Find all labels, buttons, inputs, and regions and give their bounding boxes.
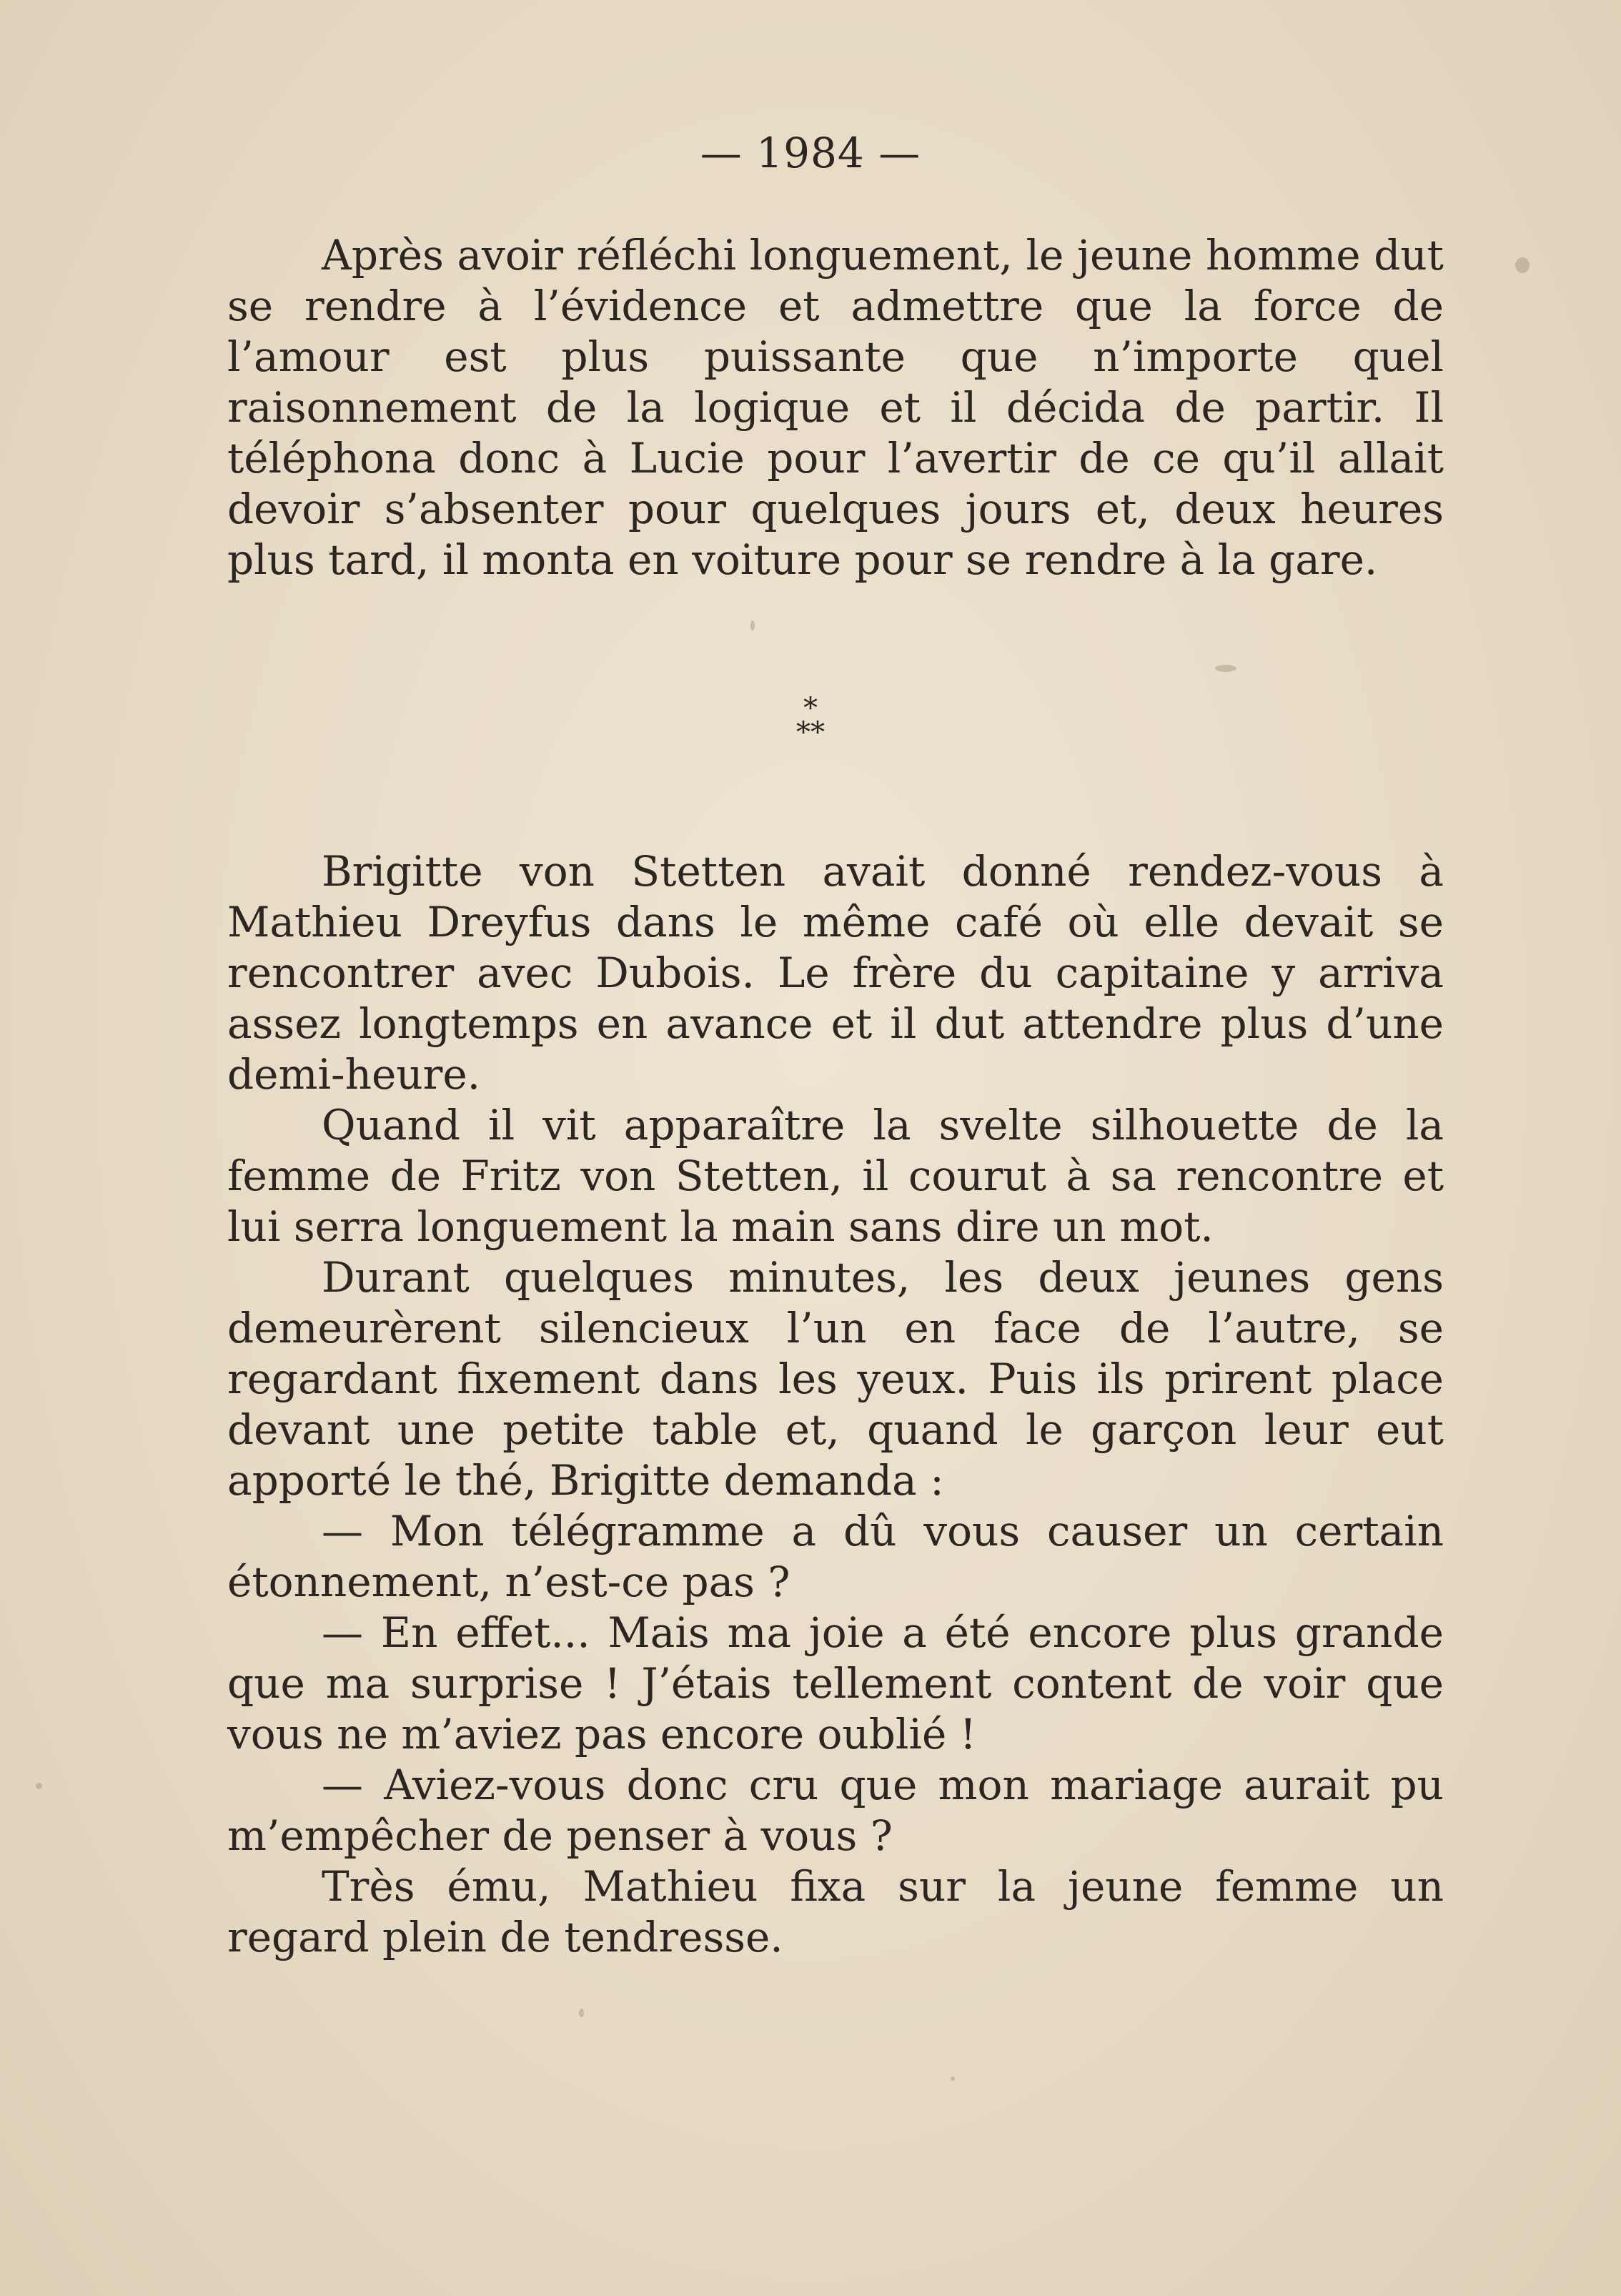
- paper-speck: [750, 620, 755, 630]
- paper-speck: [951, 2077, 955, 2081]
- paper-speck: [1515, 257, 1530, 273]
- paragraph: Quand il vit apparaître la svelte silhouette de la femme de Fritz von Stetten, il courut à sa rencontre et lui serra longuement la main sans dire un mot.: [227, 1101, 1444, 1251]
- paper-speck: [579, 2009, 584, 2017]
- paragraph: Brigitte von Stetten avait donné rendez-vous à Mathieu Dreyfus dans le même café où elle devait se rencontrer avec Dubois. Le frère du capitaine y arriva assez longtemps en avance et il dut attendre plus d’une demi-heure.: [227, 847, 1444, 1099]
- separator-bottom-stars: **: [796, 716, 825, 749]
- page-number: — 1984 —: [700, 129, 921, 177]
- separator-top-star: *: [803, 692, 818, 725]
- section-separator: [0, 692, 1621, 749]
- dialogue-line: — Aviez-vous donc cru que mon mariage aurait pu m’empêcher de penser à vous ?: [227, 1761, 1444, 1860]
- paragraph: Après avoir réfléchi longuement, le jeune homme dut se rendre à l’évidence et admettre que la force de l’amour est plus puissante que n’importe quel raisonnement de la logique et il décida de partir. Il téléphona donc à Lucie pour l’avertir de ce qu’il allait devoir s’absenter pour quelques jours et, deux heures plus tard, il monta en voiture pour se rendre à la gare.: [227, 231, 1444, 584]
- section-two: [227, 846, 1444, 1963]
- paper-speck: [36, 1783, 42, 1789]
- dialogue-line: — Mon télégramme a dû vous causer un certain étonnement, n’est-ce pas ?: [227, 1507, 1444, 1606]
- dialogue-line: — En effet... Mais ma joie a été encore plus grande que ma surprise ! J’étais tellement content de voir que vous ne m’aviez pas encore oublié !: [227, 1608, 1444, 1758]
- paragraph: Durant quelques minutes, les deux jeunes gens demeurèrent silencieux l’un en face de l’autre, se regardant fixement dans les yeux. Puis ils prirent place devant une petite table et, quand le garçon leur eut apporté le thé, Brigitte demanda :: [227, 1253, 1444, 1505]
- section-one: [227, 230, 1444, 585]
- paper-speck: [1215, 665, 1236, 672]
- paragraph: Très ému, Mathieu fixa sur la jeune femme un regard plein de tendresse.: [227, 1862, 1444, 1961]
